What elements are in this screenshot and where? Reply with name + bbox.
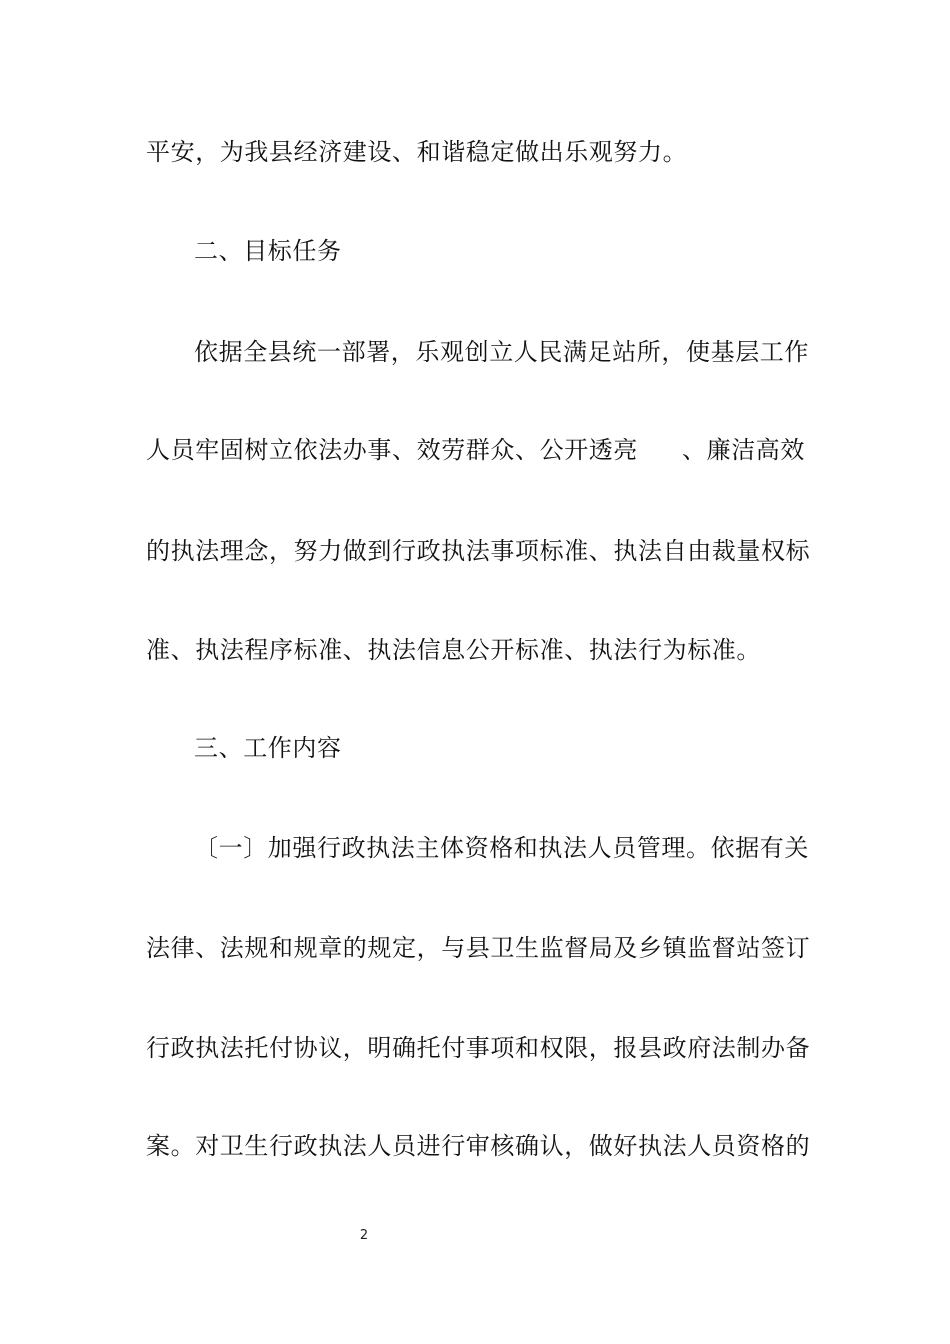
paragraph-line: 人员牢固树立依法办事、效劳群众、公开透亮 <box>146 436 638 464</box>
paragraph-line: 〔一〕加强行政执法主体资格和执法人员管理。依据有关 <box>194 834 809 862</box>
paragraph-line: 、廉洁高效 <box>682 436 805 464</box>
section-heading: 二、目标任务 <box>194 237 342 265</box>
paragraph-line: 依据全县统一部署，乐观创立人民满足站所，使基层工作 <box>194 338 809 366</box>
paragraph-line: 的执法理念，努力做到行政执法事项标准、执法自由裁量权标 <box>146 537 811 565</box>
paragraph-line: 平安，为我县经济建设、和谐稳定做出乐观努力。 <box>146 138 688 166</box>
page-number: 2 <box>359 1228 369 1243</box>
section-heading: 三、工作内容 <box>194 734 342 762</box>
paragraph-line: 行政执法托付协议，明确托付事项和权限，报县政府法制办备 <box>146 1034 811 1062</box>
paragraph-line: 准、执法程序标准、执法信息公开标准、执法行为标准。 <box>146 636 761 664</box>
paragraph-line: 案。对卫生行政执法人员进行审核确认，做好执法人员资格的 <box>146 1132 811 1160</box>
paragraph-line: 法律、法规和规章的规定，与县卫生监督局及乡镇监督站签订 <box>146 934 811 962</box>
